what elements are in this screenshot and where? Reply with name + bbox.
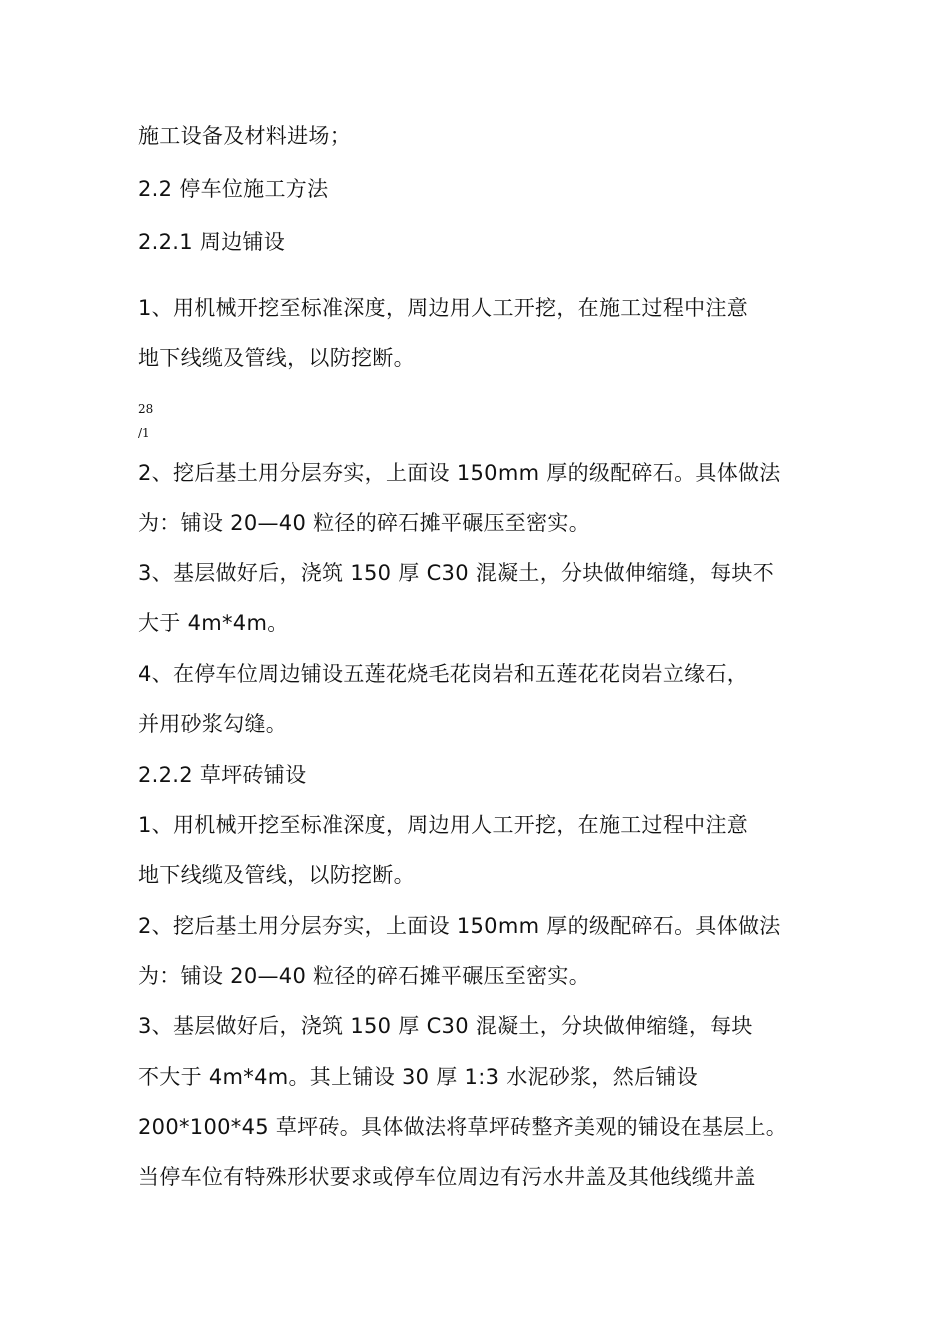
page-number-total: /1 <box>138 426 150 440</box>
subsection-heading: 2.2.1 周边铺设 <box>138 230 286 254</box>
text-line: 施工设备及材料进场； <box>138 124 351 148</box>
text-line: 并用砂浆勾缝。 <box>138 712 288 736</box>
page-number: 28 <box>138 402 154 416</box>
text-line: 3、基层做好后，浇筑 150 厚 C30 混凝土，分块做伸缩缝，每块 <box>138 1014 753 1038</box>
text-line: 为：铺设 20—40 粒径的碎石摊平碾压至密实。 <box>138 964 590 988</box>
subsection-heading: 2.2.2 草坪砖铺设 <box>138 763 307 787</box>
text-line: 地下线缆及管线，以防挖断。 <box>138 863 415 887</box>
text-line: 地下线缆及管线，以防挖断。 <box>138 346 415 370</box>
text-line: 4、在停车位周边铺设五莲花烧毛花岗岩和五莲花花岗岩立缘石， <box>138 662 749 686</box>
text-line: 当停车位有特殊形状要求或停车位周边有污水井盖及其他线缆井盖 <box>138 1165 756 1189</box>
text-line: 200*100*45 草坪砖。具体做法将草坪砖整齐美观的铺设在基层上。 <box>138 1115 788 1139</box>
text-line: 3、基层做好后，浇筑 150 厚 C30 混凝土，分块做伸缩缝，每块不 <box>138 561 775 585</box>
text-line: 不大于 4m*4m。其上铺设 30 厚 1:3 水泥砂浆，然后铺设 <box>138 1065 698 1089</box>
text-line: 2、挖后基土用分层夯实，上面设 150mm 厚的级配碎石。具体做法 <box>138 914 781 938</box>
section-heading: 2.2 停车位施工方法 <box>138 177 329 201</box>
text-line: 大于 4m*4m。 <box>138 611 289 635</box>
text-line: 2、挖后基土用分层夯实，上面设 150mm 厚的级配碎石。具体做法 <box>138 461 781 485</box>
text-line: 1、用机械开挖至标准深度，周边用人工开挖，在施工过程中注意 <box>138 813 749 837</box>
text-line: 1、用机械开挖至标准深度，周边用人工开挖，在施工过程中注意 <box>138 296 749 320</box>
text-line: 为：铺设 20—40 粒径的碎石摊平碾压至密实。 <box>138 511 590 535</box>
